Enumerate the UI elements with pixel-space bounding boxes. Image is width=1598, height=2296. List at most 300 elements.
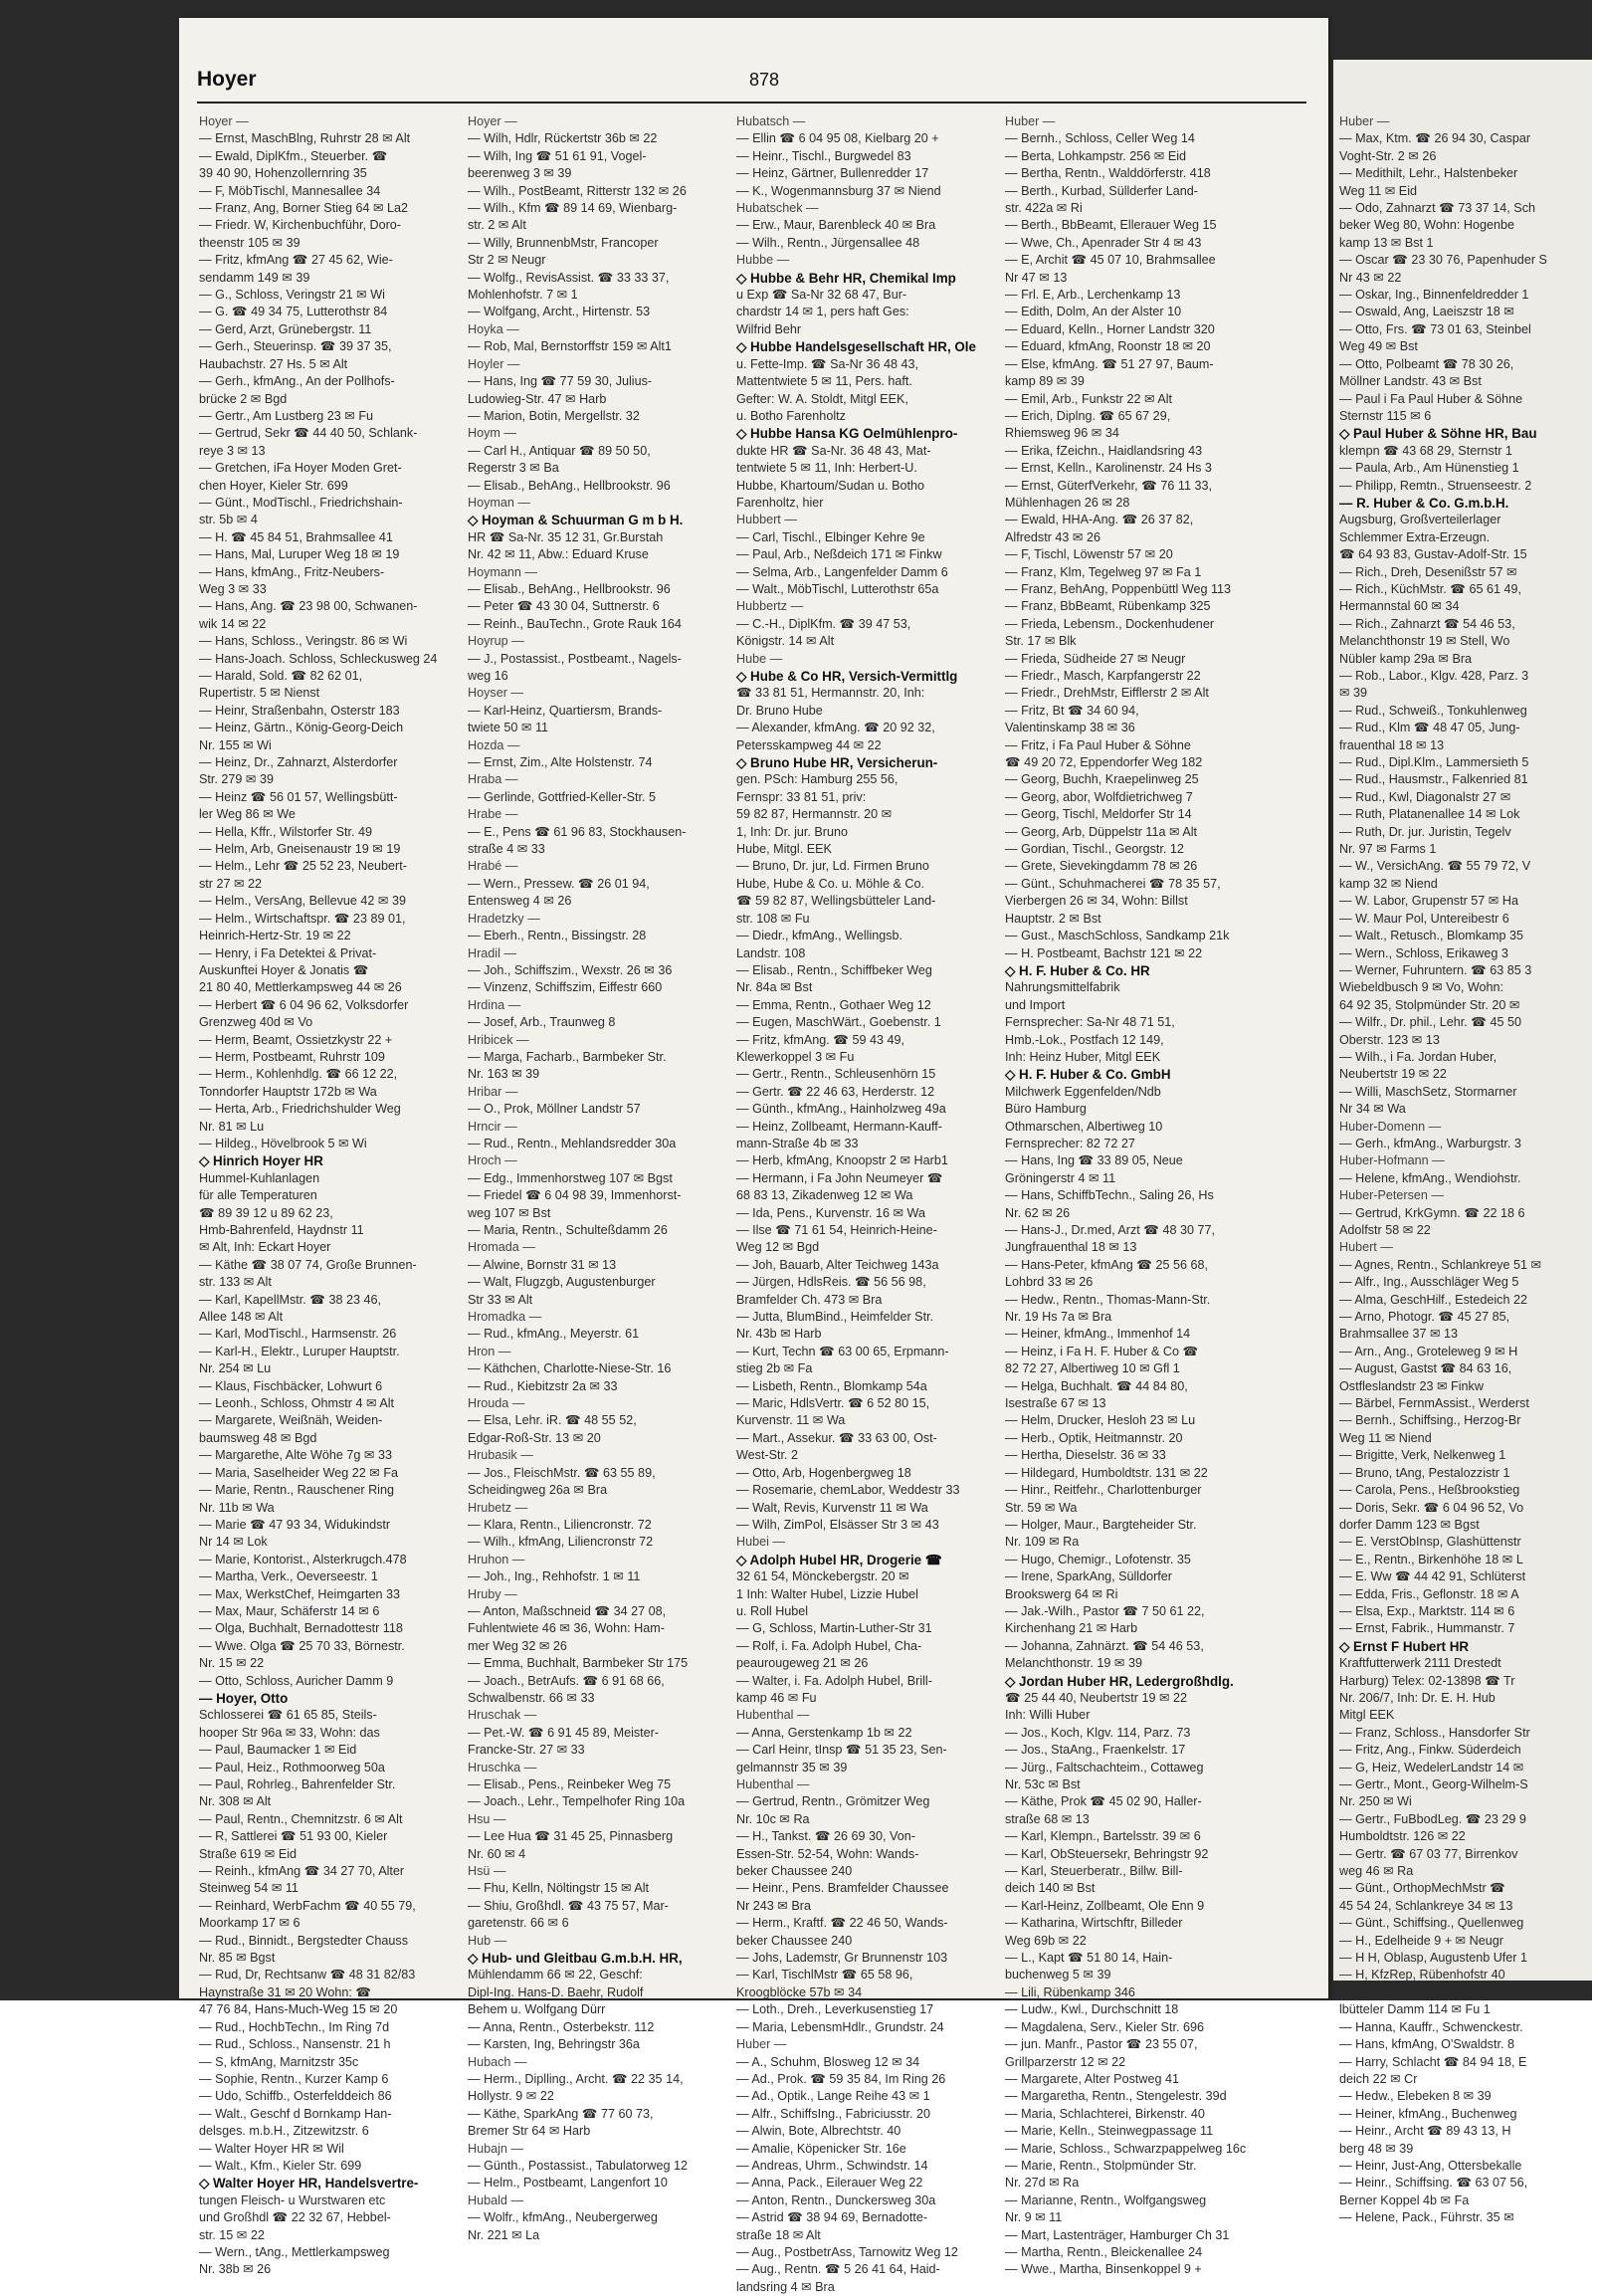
directory-entry: landsring 4 ✉ Bra bbox=[736, 2279, 835, 2294]
directory-entry: Hubajn — bbox=[468, 2141, 524, 2156]
directory-entry: — Gerd, Arzt, Grünebergstr. 11 bbox=[199, 321, 372, 336]
directory-entry: — Helm., Postbeamt, Langenfort 10 bbox=[468, 2176, 668, 2191]
directory-entry: — Wwe, Ch., Apenrader Str 4 ✉ 43 bbox=[1005, 235, 1202, 250]
directory-entry: Fernspr: 33 81 51, priv: bbox=[736, 789, 867, 804]
directory-entry: tungen Fleisch- u Wurstwaren etc bbox=[199, 2192, 386, 2207]
directory-entry: HR ☎ Sa-Nr. 35 12 31, Gr.Burstah bbox=[468, 529, 664, 544]
directory-entry: Wilfrid Behr bbox=[736, 321, 802, 336]
directory-entry: Hubenthal — bbox=[736, 1708, 810, 1723]
directory-entry: Nr. 81 ✉ Lu bbox=[199, 1119, 265, 1134]
directory-entry: Mühlendamm 66 ✉ 22, Geschf: bbox=[468, 1968, 643, 1983]
directory-entry: — Hildeg., Hövelbrook 5 ✉ Wi bbox=[199, 1136, 367, 1150]
directory-entry: peaurougeweg 21 ✉ 26 bbox=[736, 1656, 869, 1671]
directory-entry: — Paul, Rentn., Chemnitzstr. 6 ✉ Alt bbox=[199, 1811, 403, 1826]
directory-entry: — Oscar ☎ 23 30 76, Papenhuder S bbox=[1339, 253, 1547, 268]
directory-entry: — Mart, Lastenträger, Hamburger Ch 31 bbox=[1005, 2227, 1230, 2242]
directory-entry: Adolfstr 58 ✉ 22 bbox=[1339, 1223, 1431, 1237]
directory-entry: — Maria, Schlachterei, Birkenstr. 40 bbox=[1005, 2106, 1205, 2121]
directory-entry: — Werner, Fuhruntern. ☎ 63 85 3 bbox=[1339, 962, 1532, 977]
directory-entry: Hruschak — bbox=[468, 1708, 537, 1723]
directory-entry: — Herm., Diplling., Archt. ☎ 22 35 14, bbox=[468, 2071, 684, 2086]
directory-entry: weg 46 ✉ Ra bbox=[1339, 1864, 1414, 1879]
directory-entry: — Karsten, Ing, Behringstr 36a bbox=[468, 2037, 640, 2052]
directory-entry: — Carl Heinr, tInsp ☎ 51 35 23, Sen- bbox=[736, 1743, 947, 1758]
directory-entry: — Joh., Schiffszim., Wexstr. 26 ✉ 36 bbox=[468, 962, 673, 977]
directory-entry: Mitgl EEK bbox=[1339, 1708, 1395, 1723]
directory-entry: Nr. 27d ✉ Ra bbox=[1005, 2176, 1080, 2191]
directory-entry: — Ewald, HHA-Ang. ☎ 26 37 82, bbox=[1005, 513, 1194, 527]
directory-entry: — Hinr., Reitfehr., Charlottenburger bbox=[1005, 1483, 1202, 1498]
directory-entry: — Wilh., kfmAng, Liliencronstr 72 bbox=[468, 1535, 654, 1550]
directory-entry: — Johs, Lademstr, Gr Brunnenstr 103 bbox=[736, 1951, 948, 1966]
directory-entry: — Herm., Kraftf. ☎ 22 46 50, Wands- bbox=[736, 1916, 948, 1931]
directory-entry: ◇ Jordan Huber HR, Ledergroßhdlg. bbox=[1005, 1673, 1234, 1689]
directory-entry: Hubbe, Khartoum/Sudan u. Botho bbox=[736, 478, 925, 493]
directory-entry: Bremer Str 64 ✉ Harb bbox=[468, 2124, 591, 2139]
directory-entry: delsges. m.b.H., Zitzewitzstr. 6 bbox=[199, 2124, 369, 2139]
directory-entry: — Klaus, Fischbäcker, Lohwurt 6 bbox=[199, 1378, 383, 1393]
directory-entry: — Franz, BbBeamt, Rübenkamp 325 bbox=[1005, 599, 1211, 614]
directory-entry: kamp 89 ✉ 39 bbox=[1005, 374, 1085, 389]
directory-entry: Vierbergen 26 ✉ 34, Wohn: Billst bbox=[1005, 894, 1188, 909]
directory-entry: Nr. 206/7, Inh: Dr. E. H. Hub bbox=[1339, 1690, 1496, 1705]
directory-entry: — Elisab., Rentn., Schiffbeker Weg bbox=[736, 962, 932, 977]
directory-entry: — Rud., Rentn., Mehlandsredder 30a bbox=[468, 1136, 677, 1150]
directory-entry: gen. PSch: Hamburg 255 56, bbox=[736, 772, 899, 787]
directory-entry: Sternstr 115 ✉ 6 bbox=[1339, 408, 1432, 423]
directory-entry: — Ewald, DiplKfm., Steuerber. ☎ bbox=[199, 148, 388, 163]
directory-entry: — Rob, Mal, Bernstorffstr 159 ✉ Alt1 bbox=[468, 339, 672, 354]
directory-entry: Farenholtz, hier bbox=[736, 495, 824, 510]
directory-entry: Nr. 308 ✉ Alt bbox=[199, 1794, 272, 1809]
directory-entry: garetenstr. 66 ✉ 6 bbox=[468, 1916, 569, 1931]
directory-entry: Melanchthonstr 19 ✉ Stell, Wo bbox=[1339, 634, 1510, 649]
directory-entry: — Walt., Retusch., Blomkamp 35 bbox=[1339, 929, 1524, 943]
directory-entry: — O., Prok, Möllner Landstr 57 bbox=[468, 1102, 641, 1117]
directory-entry: — H. Postbeamt, Bachstr 121 ✉ 22 bbox=[1005, 945, 1203, 960]
directory-entry: — Wilh., Kfm ☎ 89 14 69, Wienbarg- bbox=[468, 201, 678, 216]
directory-entry: — Frieda, Südheide 27 ✉ Neugr bbox=[1005, 651, 1186, 666]
directory-entry: — Lisbeth, Rentn., Blomkamp 54a bbox=[736, 1378, 927, 1393]
directory-entry: Nr. 62 ✉ 26 bbox=[1005, 1205, 1071, 1220]
directory-entry: — Paul, Baumacker 1 ✉ Eid bbox=[199, 1743, 357, 1758]
directory-entry: — Holger, Maur., Bargteheider Str. bbox=[1005, 1517, 1197, 1532]
directory-entry: Nr 243 ✉ Bra bbox=[736, 1898, 811, 1913]
directory-entry: — Herta, Arb., Friedrichshulder Weg bbox=[199, 1102, 401, 1117]
directory-entry: 32 61 54, Mönckebergstr. 20 ✉ bbox=[736, 1569, 909, 1584]
directory-entry: Hrdina — bbox=[468, 997, 521, 1012]
directory-entry: — Karl-H., Elektr., Luruper Hauptstr. bbox=[199, 1344, 400, 1358]
directory-entry: — C.-H., DiplKfm. ☎ 39 47 53, bbox=[736, 616, 911, 631]
directory-entry: — Heinz, Dr., Zahnarzt, Alsterdorfer bbox=[199, 755, 398, 770]
directory-entry: — Günt., ModTischl., Friedrichshain- bbox=[199, 495, 403, 510]
directory-entry: — Harry, Schlacht ☎ 84 94 18, E bbox=[1339, 2054, 1527, 2069]
directory-entry: Wiebeldbusch 9 ✉ Vo, Wohn: bbox=[1339, 980, 1504, 995]
directory-entry: — Rud., Dipl.Klm., Lammersieth 5 bbox=[1339, 755, 1529, 770]
directory-entry: Behem u. Wolfgang Dürr bbox=[468, 2002, 606, 2017]
directory-entry: ☎ 33 81 51, Hermannstr. 20, Inh: bbox=[736, 686, 925, 701]
directory-entry: — Heinr., Schiffsing. ☎ 63 07 56, bbox=[1339, 2176, 1528, 2191]
directory-entry: — Friedr., Masch, Karpfangerstr 22 bbox=[1005, 669, 1201, 683]
directory-entry: — Hans, kfmAng., Fritz-Neubers- bbox=[199, 564, 385, 579]
directory-entry: — R. Huber & Co. G.m.b.H. bbox=[1339, 495, 1509, 511]
directory-entry: Hribicek — bbox=[468, 1032, 529, 1047]
directory-entry: — Paul i Fa Paul Huber & Söhne bbox=[1339, 391, 1523, 406]
directory-entry: gelmannstr 35 ✉ 39 bbox=[736, 1760, 848, 1774]
directory-entry: Oberstr. 123 ✉ 13 bbox=[1339, 1032, 1440, 1047]
directory-entry: — Eduard, Kelln., Horner Landstr 320 bbox=[1005, 321, 1215, 336]
directory-entry: — Wwe. Olga ☎ 25 70 33, Börnestr. bbox=[199, 1638, 405, 1653]
directory-entry: — Heinr., Tischl., Burgwedel 83 bbox=[736, 148, 911, 163]
directory-entry: Nahrungsmittelfabrik bbox=[1005, 980, 1120, 995]
directory-entry: — Wolfg., RevisAssist. ☎ 33 33 37, bbox=[468, 270, 670, 285]
directory-entry: — Berta, Lohkampstr. 256 ✉ Eid bbox=[1005, 148, 1187, 163]
directory-entry: Hrubetz — bbox=[468, 1500, 528, 1515]
directory-entry: — Bärbel, FernmAssist., Werderst bbox=[1339, 1396, 1529, 1411]
directory-entry: Hoym — bbox=[468, 426, 516, 441]
directory-entry: — Hans, Ing ☎ 33 89 05, Neue bbox=[1005, 1153, 1183, 1168]
directory-entry: — Marie, Kelln., Steinwegpassage 11 bbox=[1005, 2124, 1214, 2139]
directory-entry: Mattentwiete 5 ✉ 11, Pers. haft. bbox=[736, 374, 912, 389]
directory-entry: — Herb., Optik, Heitmannstr. 20 bbox=[1005, 1430, 1183, 1445]
directory-entry: — Walter Hoyer HR ✉ Wil bbox=[199, 2141, 344, 2156]
directory-entry: deich 22 ✉ Cr bbox=[1339, 2071, 1418, 2086]
directory-entry: — E., Pens ☎ 61 96 83, Stockhausen- bbox=[468, 824, 687, 839]
directory-entry: — Berth., BbBeamt, Ellerauer Weg 15 bbox=[1005, 218, 1217, 233]
directory-entry: ☎ 89 39 12 u 89 62 23, bbox=[199, 1205, 333, 1220]
directory-entry: — Selma, Arb., Langenfelder Damm 6 bbox=[736, 564, 948, 579]
directory-entry: Hrabé — bbox=[468, 859, 518, 874]
directory-entry: ◇ Hubbe & Behr HR, Chemikal Imp bbox=[736, 270, 956, 286]
directory-entry: — Heinr, Straßenbahn, Osterstr 183 bbox=[199, 703, 400, 718]
directory-entry: — Emil, Arb., Funkstr 22 ✉ Alt bbox=[1005, 391, 1173, 406]
directory-entry: — Alfr., SchiffsIng., Fabriciusstr. 20 bbox=[736, 2106, 931, 2121]
directory-entry: — jun. Manfr., Pastor ☎ 23 55 07, bbox=[1005, 2037, 1198, 2052]
directory-entry: Hoyka — bbox=[468, 321, 519, 336]
directory-entry: — Wilh., Rentn., Jürgensallee 48 bbox=[736, 235, 920, 250]
directory-entry: ✉ 39 bbox=[1339, 686, 1368, 701]
directory-entry: Grenzweg 40d ✉ Vo bbox=[199, 1015, 313, 1030]
directory-entry: und Import bbox=[1005, 997, 1066, 1012]
directory-entry: ◇ Hubbe Handelsgesellschaft HR, Ole bbox=[736, 339, 976, 355]
directory-entry: Bramfelder Ch. 473 ✉ Bra bbox=[736, 1292, 883, 1307]
directory-entry: Str. 17 ✉ Blk bbox=[1005, 634, 1077, 649]
directory-entry: — Herm, Postbeamt, Ruhrstr 109 bbox=[199, 1049, 385, 1064]
directory-entry: Neubertstr 19 ✉ 22 bbox=[1339, 1067, 1447, 1082]
directory-entry: — Gertr., Mont., Georg-Wilhelm-S bbox=[1339, 1777, 1528, 1791]
directory-entry: Berner Koppel 4b ✉ Fa bbox=[1339, 2192, 1470, 2207]
directory-entry: Hribar — bbox=[468, 1084, 518, 1099]
directory-entry: — Gertr., Am Lustberg 23 ✉ Fu bbox=[199, 408, 374, 423]
directory-entry: — Gertr. ☎ 22 46 63, Herderstr. 12 bbox=[736, 1084, 935, 1099]
directory-entry: — Marie, Rentn., Rauschener Ring bbox=[199, 1483, 394, 1498]
directory-entry: Hubenthal — bbox=[736, 1777, 810, 1791]
directory-entry: Hube — bbox=[736, 651, 783, 666]
directory-entry: — Ruth, Dr. jur. Juristin, Tegelv bbox=[1339, 824, 1511, 839]
directory-entry: 39 40 90, Hohenzollernring 35 bbox=[199, 166, 367, 181]
directory-entry: Hubatschek — bbox=[736, 201, 819, 216]
directory-entry: — Anna, Pack., Eilerauer Weg 22 bbox=[736, 2176, 923, 2191]
directory-entry: Hradil — bbox=[468, 945, 516, 960]
directory-entry: — Helm., Lehr ☎ 25 52 23, Neubert- bbox=[199, 859, 407, 874]
directory-entry: Huber — bbox=[1339, 114, 1390, 128]
directory-entry: Milchwerk Eggenfelden/Ndb bbox=[1005, 1084, 1161, 1099]
directory-entry: Francke-Str. 27 ✉ 33 bbox=[468, 1743, 585, 1758]
directory-entry: — L., Kapt ☎ 51 80 14, Hain- bbox=[1005, 1951, 1173, 1966]
directory-entry: — Helene, Pack., Führstr. 35 ✉ bbox=[1339, 2210, 1514, 2225]
directory-entry: hooper Str 96a ✉ 33, Wohn: das bbox=[199, 1725, 380, 1740]
directory-entry: Nübler kamp 29a ✉ Bra bbox=[1339, 651, 1473, 666]
directory-entry: — Sophie, Rentn., Kurzer Kamp 6 bbox=[199, 2071, 389, 2086]
directory-entry: — Helene, kfmAng., Wendiohstr. bbox=[1339, 1170, 1521, 1185]
directory-entry: — Hella, Kffr., Wilstorfer Str. 49 bbox=[199, 824, 373, 839]
directory-entry: 68 83 13, Zikadenweg 12 ✉ Wa bbox=[736, 1188, 913, 1203]
directory-entry: Str 2 ✉ Neugr bbox=[468, 253, 546, 268]
directory-entry: — Wilh, Hdlr, Rückertstr 36b ✉ 22 bbox=[468, 131, 658, 146]
directory-entry: — Ad., Prok. ☎ 59 35 84, Im Ring 26 bbox=[736, 2071, 946, 2086]
directory-entry: — Irene, SparkAng, Sülldorfer bbox=[1005, 1569, 1172, 1584]
directory-entry: — Günt., Schiffsing., Quellenweg bbox=[1339, 1916, 1524, 1931]
directory-entry: — Karl-Heinz, Quartiersm, Brands- bbox=[468, 703, 663, 718]
directory-entry: Mühlenhagen 26 ✉ 28 bbox=[1005, 495, 1130, 510]
directory-entry: — Lee Hua ☎ 31 45 25, Pinnasberg bbox=[468, 1829, 674, 1844]
directory-entry: — Gordian, Tischl., Georgstr. 12 bbox=[1005, 842, 1184, 857]
directory-entry: 1, Inh: Dr. jur. Bruno bbox=[736, 824, 849, 839]
directory-entry: — Wilfr., Dr. phil., Lehr. ☎ 45 50 bbox=[1339, 1015, 1521, 1030]
directory-entry: — Walt., Geschf d Bornkamp Han- bbox=[199, 2106, 392, 2121]
directory-entry: — Marianne, Rentn., Wolfgangsweg bbox=[1005, 2192, 1207, 2207]
directory-entry: berg 48 ✉ 39 bbox=[1339, 2141, 1414, 2156]
directory-entry: — Otto, Frs. ☎ 73 01 63, Steinbel bbox=[1339, 321, 1531, 336]
directory-entry: — Carl H., Antiquar ☎ 89 50 50, bbox=[468, 443, 651, 458]
directory-entry: — Georg, Tischl, Meldorfer Str 14 bbox=[1005, 807, 1192, 822]
directory-entry: — Lili, Rübenkamp 346 bbox=[1005, 1984, 1135, 1999]
directory-entry: — Henry, i Fa Detektei & Privat- bbox=[199, 945, 377, 960]
directory-entry: — Rud., Klm ☎ 48 47 05, Jung- bbox=[1339, 721, 1520, 735]
directory-entry: — E, Archit ☎ 45 07 10, Brahmsallee bbox=[1005, 253, 1216, 268]
directory-entry: ☎ 49 20 72, Eppendorfer Weg 182 bbox=[1005, 755, 1203, 770]
directory-entry: — H., Tankst. ☎ 26 69 30, Von- bbox=[736, 1829, 915, 1844]
directory-entry: — Heinz ☎ 56 01 57, Wellingsbütt- bbox=[199, 789, 398, 804]
directory-entry: — Bruno, tAng, Pestalozzistr 1 bbox=[1339, 1465, 1510, 1480]
directory-entry: — Erika, fZeichn., Haidlandsring 43 bbox=[1005, 443, 1203, 458]
directory-entry: — Aug., Rentn. ☎ 5 26 41 64, Haid- bbox=[736, 2262, 940, 2277]
directory-entry: Brookswerg 64 ✉ Ri bbox=[1005, 1586, 1118, 1601]
directory-entry: Gröningerstr 4 ✉ 11 bbox=[1005, 1170, 1116, 1185]
running-header-name: Hoyer bbox=[197, 68, 257, 91]
directory-entry: — E. Ww ☎ 44 42 91, Schlüterst bbox=[1339, 1569, 1526, 1584]
directory-entry: — Helga, Buchhalt. ☎ 44 84 80, bbox=[1005, 1378, 1188, 1393]
directory-entry: — Joh, Bauarb, Alter Teichweg 143a bbox=[736, 1257, 939, 1272]
directory-entry: — Maria, Saselheider Weg 22 ✉ Fa bbox=[199, 1465, 399, 1480]
directory-entry: — Carl, Tischl., Elbinger Kehre 9e bbox=[736, 529, 925, 544]
directory-entry: — Ludw., Kwl., Durchschnitt 18 bbox=[1005, 2002, 1179, 2017]
directory-entry: — H H, Oblasp, Augustenb Ufer 1 bbox=[1339, 1951, 1527, 1966]
directory-entry: mer Weg 32 ✉ 26 bbox=[468, 1638, 567, 1653]
directory-entry: — Diedr., kfmAng., Wellingsb. bbox=[736, 929, 903, 943]
directory-entry: — Georg, abor, Wolfdietrichweg 7 bbox=[1005, 789, 1193, 804]
directory-entry: 45 54 24, Schlankreye 34 ✉ 13 bbox=[1339, 1898, 1513, 1913]
directory-entry: — Andreas, Uhrm., Schwindstr. 14 bbox=[736, 2158, 928, 2173]
directory-entry: Hmb.-Lok., Postfach 12 149, bbox=[1005, 1032, 1164, 1047]
directory-entry: Ostfleslandstr 23 ✉ Finkw bbox=[1339, 1378, 1484, 1393]
directory-entry: — Otto, Schloss, Auricher Damm 9 bbox=[199, 1673, 394, 1688]
directory-entry: — Georg, Arb, Düppelstr 11a ✉ Alt bbox=[1005, 824, 1198, 839]
directory-entry: — Franz, Klm, Tegelweg 97 ✉ Fa 1 bbox=[1005, 564, 1202, 579]
directory-entry: — Jürg., Faltschachteim., Cottaweg bbox=[1005, 1760, 1204, 1774]
directory-entry: — Wilh., i Fa. Jordan Huber, bbox=[1339, 1049, 1498, 1064]
directory-entry: Huber-Hofmann — bbox=[1339, 1153, 1445, 1168]
directory-entry: u. Fette-Imp. ☎ Sa-Nr 36 48 43, bbox=[736, 356, 918, 371]
directory-entry: Nr. 85 ✉ Bgst bbox=[199, 1951, 276, 1966]
directory-entry: Hron — bbox=[468, 1344, 511, 1358]
directory-entry: Klewerkoppel 3 ✉ Fu bbox=[736, 1049, 855, 1064]
directory-entry: — Wolfgang, Archt., Hirtenstr. 53 bbox=[468, 305, 651, 319]
directory-entry: u. Roll Hubel bbox=[736, 1603, 809, 1618]
directory-entry: Lohbrd 33 ✉ 26 bbox=[1005, 1275, 1094, 1290]
directory-entry: 47 76 84, Hans-Much-Weg 15 ✉ 20 bbox=[199, 2002, 398, 2017]
directory-entry: — Rud., Schweiß., Tonkuhlenweg bbox=[1339, 703, 1527, 718]
directory-entry: — Max, WerkstChef, Heimgarten 33 bbox=[199, 1586, 401, 1601]
directory-entry: lbütteler Damm 114 ✉ Fu 1 bbox=[1339, 2002, 1491, 2017]
directory-entry: Kroogblöcke 57b ✉ 34 bbox=[736, 1984, 863, 1999]
directory-entry: Allee 148 ✉ Alt bbox=[199, 1310, 284, 1325]
directory-entry: — Paul, Rohrleg., Bahrenfelder Str. bbox=[199, 1777, 396, 1791]
directory-entry: ◇ Paul Huber & Söhne HR, Bau bbox=[1339, 426, 1537, 442]
directory-entry: — Helm., VersAng, Bellevue 42 ✉ 39 bbox=[199, 894, 406, 909]
directory-entry: — Hans-Joach. Schloss, Schleckusweg 24 bbox=[199, 651, 438, 666]
directory-entry: — Edith, Dolm, An der Alster 10 bbox=[1005, 305, 1182, 319]
directory-entry: — Hoyer, Otto bbox=[199, 1690, 289, 1706]
directory-entry: — Hans, Schloss., Veringstr. 86 ✉ Wi bbox=[199, 634, 408, 649]
directory-entry: Nr. 163 ✉ 39 bbox=[468, 1067, 540, 1082]
directory-entry: — Reinhard, WerbFachm ☎ 40 55 79, bbox=[199, 1898, 416, 1913]
directory-entry: — Wilh, ZimPol, Elsässer Str 3 ✉ 43 bbox=[736, 1517, 939, 1532]
directory-entry: Hubach — bbox=[468, 2054, 527, 2069]
directory-entry: — Jos., StaAng., Fraenkelstr. 17 bbox=[1005, 1743, 1186, 1758]
directory-entry: — Fritz, kfmAng. ☎ 59 43 49, bbox=[736, 1032, 904, 1047]
directory-entry: — Gertr., Rentn., Schleusenhörn 15 bbox=[736, 1067, 936, 1082]
directory-entry: — Carola, Pens., Heßbrookstieg bbox=[1339, 1483, 1520, 1498]
directory-entry: ◇ Ernst F Hubert HR bbox=[1339, 1638, 1470, 1654]
directory-entry: Nr. 60 ✉ 4 bbox=[468, 1846, 526, 1861]
directory-entry: — Ad., Optik., Lange Reihe 43 ✉ 1 bbox=[736, 2089, 930, 2104]
directory-entry: — Edg., Immenhorstweg 107 ✉ Bgst bbox=[468, 1170, 673, 1185]
directory-entry: Büro Hamburg bbox=[1005, 1102, 1087, 1117]
directory-entry: — Maric, HdlsVertr. ☎ 6 52 80 15, bbox=[736, 1396, 930, 1411]
directory-entry: Mohlenhofstr. 7 ✉ 1 bbox=[468, 288, 578, 303]
directory-entry: — Edda, Fris., Geflonstr. 18 ✉ A bbox=[1339, 1586, 1519, 1601]
directory-entry: Steinweg 54 ✉ 11 bbox=[199, 1881, 299, 1896]
directory-entry: Hoyrup — bbox=[468, 634, 524, 649]
directory-entry: straße 68 ✉ 13 bbox=[1005, 1811, 1090, 1826]
directory-entry: 59 82 87, Hermannstr. 20 ✉ bbox=[736, 807, 893, 822]
directory-entry: — G, Heiz, WedelerLandstr 14 ✉ bbox=[1339, 1760, 1524, 1774]
directory-entry: stieg 2b ✉ Fa bbox=[736, 1361, 813, 1376]
directory-entry: — Jutta, BlumBind., Heimfelder Str. bbox=[736, 1310, 934, 1325]
directory-entry: Harburg) Telex: 02-13898 ☎ Tr bbox=[1339, 1673, 1515, 1688]
directory-entry: Huber-Domenn — bbox=[1339, 1119, 1442, 1134]
directory-entry: ◇ Hub- und Gleitbau G.m.b.H. HR, bbox=[468, 1951, 683, 1967]
directory-entry: Schwalbenstr. 66 ✉ 33 bbox=[468, 1690, 595, 1705]
directory-entry: ✉ Fu 1, Wohn: 59 59 57, Fuh bbox=[1339, 1984, 1502, 1999]
directory-entry: Inh: Willi Huber bbox=[1005, 1708, 1091, 1723]
directory-entry: Scheidingweg 26a ✉ Bra bbox=[468, 1483, 608, 1498]
directory-entry: — Günth., kfmAng., Hainholzweg 49a bbox=[736, 1102, 946, 1117]
directory-entry: — Odo, Zahnarzt ☎ 73 37 14, Sch bbox=[1339, 201, 1535, 216]
directory-entry: frauenthal 18 ✉ 13 bbox=[1339, 737, 1445, 752]
directory-entry: — Heinz, Zollbeamt, Hermann-Kauff- bbox=[736, 1119, 942, 1134]
directory-entry: Tonndorfer Hauptstr 172b ✉ Wa bbox=[199, 1084, 377, 1099]
directory-entry: Othmarschen, Albertiweg 10 bbox=[1005, 1119, 1163, 1134]
directory-entry: — J., Postassist., Postbeamt., Nagels- bbox=[468, 651, 682, 666]
directory-entry: — Jürgen, HdlsReis. ☎ 56 56 98, bbox=[736, 1275, 926, 1290]
directory-entry: — Astrid ☎ 38 94 69, Bernadotte- bbox=[736, 2210, 928, 2225]
directory-entry: — Elsa, Lehr. iR. ☎ 48 55 52, bbox=[468, 1413, 637, 1428]
directory-entry: — Wwe., Martha, Binsenkoppel 9 + bbox=[1005, 2262, 1202, 2277]
directory-entry: ◇ Walter Hoyer HR, Handelsvertre- bbox=[199, 2176, 419, 2192]
directory-entry: — Margaretha, Rentn., Stengelestr. 39d bbox=[1005, 2089, 1227, 2104]
directory-entry: — Rosemarie, chemLabor, Weddestr 33 bbox=[736, 1483, 960, 1498]
directory-entry: Fernsprecher: 82 72 27 bbox=[1005, 1136, 1135, 1150]
directory-entry: — Joach., Lehr., Tempelhofer Ring 10a bbox=[468, 1794, 686, 1809]
directory-entry: — Elisab., BehAng., Hellbrookstr. 96 bbox=[468, 478, 671, 493]
directory-entry: — Philipp, Remtn., Struenseestr. 2 bbox=[1339, 478, 1532, 493]
directory-entry: — Rud, Dr, Rechtsanw ☎ 48 31 82/83 bbox=[199, 1968, 416, 1983]
page-header bbox=[197, 62, 1306, 104]
directory-entry: chen Hoyer, Kieler Str. 699 bbox=[199, 478, 348, 493]
directory-entry: Str. 279 ✉ 39 bbox=[199, 772, 274, 787]
directory-entry: Weg 12 ✉ Bgd bbox=[736, 1240, 820, 1255]
directory-entry: Hubald — bbox=[468, 2192, 524, 2207]
directory-entry: ☎ 64 93 83, Gustav-Adolf-Str. 15 bbox=[1339, 547, 1527, 562]
directory-entry: Hmb-Bahrenfeld, Haydnstr 11 bbox=[199, 1223, 364, 1237]
directory-entry: — Frieda, Lebensm., Dockenhudener bbox=[1005, 616, 1215, 631]
directory-entry: Regerstr 3 ✉ Ba bbox=[468, 461, 559, 476]
directory-entry: Heinrich-Hertz-Str. 19 ✉ 22 bbox=[199, 929, 351, 943]
directory-entry: Hoyman — bbox=[468, 495, 530, 510]
column-2 bbox=[468, 113, 726, 2242]
directory-entry: — Marion, Botin, Mergellstr. 32 bbox=[468, 408, 640, 423]
directory-entry: — Karl, KapellMstr. ☎ 38 23 46, bbox=[199, 1292, 381, 1307]
directory-entry: beker Chaussee 240 bbox=[736, 1933, 853, 1948]
directory-entry: — Joach., BetrAufs. ☎ 6 91 68 66, bbox=[468, 1673, 665, 1688]
directory-entry: Nr. 43b ✉ Harb bbox=[736, 1327, 822, 1342]
directory-entry: — Jos., Koch, Klgv. 114, Parz. 73 bbox=[1005, 1725, 1191, 1740]
directory-entry: — Gretchen, iFa Hoyer Moden Gret- bbox=[199, 461, 402, 476]
directory-entry: — Walt, Revis, Kurvenstr 11 ✉ Wa bbox=[736, 1500, 928, 1515]
directory-entry: tentwiete 5 ✉ 11, Inh: Herbert-U. bbox=[736, 461, 917, 476]
directory-entry: — Heiner, kfmAng., Immenhof 14 bbox=[1005, 1327, 1191, 1342]
directory-entry: — Paula, Arb., Am Hünenstieg 1 bbox=[1339, 461, 1519, 476]
directory-entry: — Franz, Ang, Borner Stieg 64 ✉ La2 bbox=[199, 201, 409, 216]
directory-entry: — Alma, GeschHilf., Estedeich 22 bbox=[1339, 1292, 1527, 1307]
directory-entry: — Margarethe, Alte Wöhe 7g ✉ 33 bbox=[199, 1448, 392, 1463]
directory-entry: — Heinz, Gärtner, Bullenredder 17 bbox=[736, 166, 929, 181]
directory-entry: Grillparzerstr 12 ✉ 22 bbox=[1005, 2054, 1126, 2069]
directory-entry: — Hans, Mal, Luruper Weg 18 ✉ 19 bbox=[199, 547, 400, 562]
directory-entry: — Martha, Verk., Oeverseestr. 1 bbox=[199, 1569, 378, 1584]
directory-entry: — A., Schuhm, Blosweg 12 ✉ 34 bbox=[736, 2054, 920, 2069]
directory-entry: Straße 619 ✉ Eid bbox=[199, 1846, 298, 1861]
directory-entry: — Bernh., Schloss, Celler Weg 14 bbox=[1005, 131, 1195, 146]
directory-entry: — Hertha, Dieselstr. 36 ✉ 33 bbox=[1005, 1448, 1166, 1463]
directory-entry: — Alfr., Ing., Ausschläger Weg 5 bbox=[1339, 1275, 1519, 1290]
directory-entry: — Erich, Diplng. ☎ 65 67 29, bbox=[1005, 408, 1171, 423]
directory-entry: 82 72 27, Albertiweg 10 ✉ Gfl 1 bbox=[1005, 1361, 1180, 1376]
directory-entry: u. Botho Farenholtz bbox=[736, 408, 846, 423]
directory-entry: — Heinz, Gärtn., König-Georg-Deich bbox=[199, 721, 404, 735]
